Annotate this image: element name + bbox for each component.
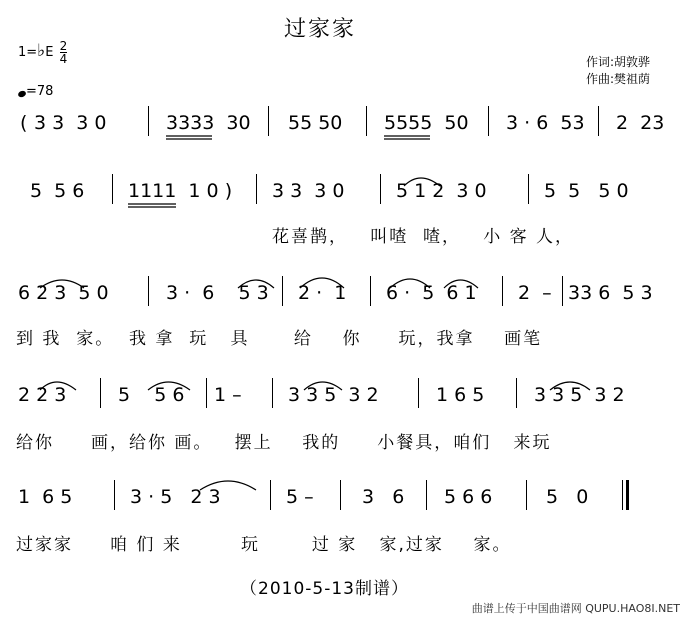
measure: 6 · 5 6 1 [386,282,477,304]
measure: 3 · 6 5 3 [166,282,269,304]
watermark: 曲谱上传于中国曲谱网 QUPU.HAO8I.NET [471,602,680,615]
lyrics-row-4: 给你 画，给你 画。 摆上 我的 小餐具，咱们 来玩 [16,433,552,453]
tie-arc [40,280,84,288]
tempo-value: =78 [26,84,54,99]
tie-arc [550,382,590,390]
measure: 2 – [518,282,552,304]
measure: 55 50 [288,112,343,134]
measure: 1111 1 0 ) [128,180,233,202]
measure: 5 5 6 [118,384,185,406]
tie-arc [200,481,256,490]
measure: 2 23 [616,112,665,134]
measure: 33 6 5 3 [568,282,653,304]
lyrics-row-2: 花喜鹊， 叫喳 喳， 小 客 人， [272,227,575,247]
measure: 3 3 5 3 2 [534,384,625,406]
lyricist: 作词:胡敦骅 [585,55,650,69]
flat-sign: ♭ [37,41,46,61]
tie-arc [300,278,344,288]
lyrics-row-5: 过家家 咱 们 来 玩 过 家 家,过家 家。 [16,535,512,555]
measure: 5 5 5 0 [544,180,629,202]
measure: 1 6 5 [18,486,73,508]
key-note: E [45,45,54,60]
time-numerator: 2 [59,39,68,53]
measure: 5 5 6 [30,180,85,202]
key-prefix: 1= [18,45,38,60]
time-denominator: 4 [59,52,68,66]
measure: 2 · 1 [298,282,347,304]
measure: 3 3 5 3 2 [288,384,379,406]
open-paren: ( [20,112,28,134]
composer: 作曲:樊祖荫 [585,72,650,86]
tie-arc [40,382,76,390]
measure: 3 · 5 2 3 [130,486,221,508]
measure: 5 0 [546,486,589,508]
lyrics-row-3: 到 我 家。 我 拿 玩 具 给 你 玩，我拿 画笔 [16,329,543,349]
measure: 5 6 6 [444,486,493,508]
tie-arc [148,382,190,390]
song-title: 过家家 [284,17,357,42]
measure: 2 2 3 [18,384,67,406]
tie-arc [304,382,342,390]
measure: 5 – [286,486,314,508]
measure: 3 3 3 0 [34,112,107,134]
measure: 5555 50 [384,112,469,134]
measure: 1 6 5 [436,384,485,406]
tie-arc [238,280,274,288]
measure: 1 – [214,384,242,406]
measure: 3 3 3 0 [272,180,345,202]
footer-date: （2010-5-13制谱） [240,579,409,599]
measure: 5 1 2 3 0 [396,180,487,202]
measure: 6 2 3 5 0 [18,282,109,304]
measure: 3333 30 [166,112,251,134]
tie-arc [404,178,440,186]
measure: 3 6 [362,486,405,508]
tie-arc [444,280,478,288]
measure: 3 · 6 53 [506,112,585,134]
tie-arc [390,279,430,288]
